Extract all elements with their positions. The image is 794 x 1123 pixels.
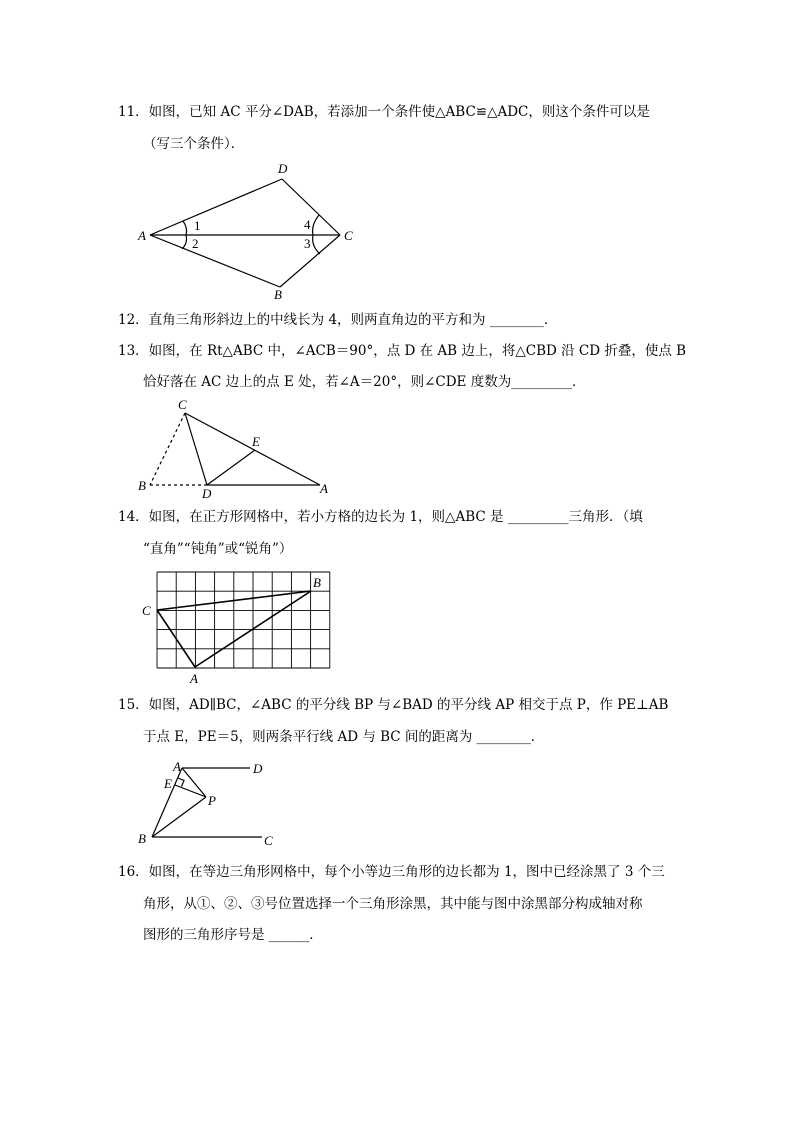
q15-label-B: B — [138, 831, 146, 846]
q14-label-B: B — [313, 575, 321, 590]
q13-segment-CA — [185, 413, 320, 485]
q11-label-2: 2 — [192, 236, 199, 251]
q14-square-grid — [157, 572, 330, 668]
q11-label-D: D — [278, 161, 288, 176]
q11-angle4-arc — [313, 215, 319, 235]
q13-label-A: A — [320, 481, 328, 496]
q15-label-D: D — [253, 761, 263, 776]
q15-figure — [130, 755, 290, 855]
q13-figure — [130, 395, 350, 500]
q11-angle2-arc — [182, 235, 187, 249]
q15-right-angle-mark — [178, 778, 184, 787]
q11-label-B: B — [274, 287, 282, 302]
q14-label-A: A — [190, 671, 198, 686]
q13-label-C: C — [178, 397, 187, 412]
q13-segment-CD — [185, 413, 207, 485]
q14-text-line2: “直角”“钝角”或“锐角”） — [143, 541, 293, 557]
q11-label-C: C — [344, 228, 353, 243]
q13-label-E: E — [252, 434, 260, 449]
q11-label-3: 3 — [304, 236, 311, 251]
q11-text-line1: 11．如图，已知 AC 平分∠DAB，若添加一个条件使△ABC≌△ADC，则这个条件可以是 — [118, 104, 650, 120]
q15-text-line2: 于点 E，PE＝5，则两条平行线 AD 与 BC 间的距离为 ________． — [143, 729, 545, 745]
q15-label-P: P — [208, 793, 216, 808]
q15-label-A: A — [173, 759, 181, 774]
q14-label-C: C — [142, 603, 151, 618]
q16-text-line3: 图形的三角形序号是 ______． — [143, 927, 323, 943]
q11-angle1-arc — [183, 221, 187, 235]
q13-text-line2: 恰好落在 AC 边上的点 E 处，若∠A＝20°，则∠CDE 度数为_________． — [143, 374, 586, 390]
q14-text-line1: 14．如图，在正方形网格中，若小方格的边长为 1，则△ABC 是 _________三角形．（填 — [118, 509, 643, 525]
q15-label-E: E — [164, 776, 172, 791]
q11-segment-AB — [150, 235, 280, 287]
q13-text-line1: 13．如图，在 Rt△ABC 中，∠ACB＝90°，点 D 在 AB 边上，将△CBD 沿 CD 折叠，使点 B — [118, 343, 687, 359]
q13-label-B: B — [138, 478, 146, 493]
q12-text-line1: 12．直角三角形斜边上的中线长为 4，则两直角边的平方和为 ________． — [118, 312, 558, 328]
q15-label-C: C — [264, 833, 273, 848]
q13-label-D: D — [202, 486, 212, 501]
q11-angle3-arc — [313, 235, 320, 254]
q11-label-4: 4 — [304, 217, 311, 232]
q11-label-A: A — [138, 228, 146, 243]
q13-segment-DE — [207, 450, 255, 485]
q15-text-line1: 15．如图，AD∥BC，∠ABC 的平分线 BP 与∠BAD 的平分线 AP 相交于点 P，作 PE⊥AB — [118, 697, 669, 713]
q14-figure — [135, 565, 340, 690]
q11-segment-AD — [150, 179, 282, 235]
q11-segment-DC — [282, 179, 340, 235]
q11-text-line2: （写三个条件）． — [143, 136, 245, 152]
q16-text-line2: 角形，从①、②、③号位置选择一个三角形涂黑，其中能与图中涂黑部分构成轴对称 — [143, 896, 643, 912]
q13-dashed-CB — [150, 413, 185, 485]
q11-figure — [130, 155, 370, 305]
q11-label-1: 1 — [194, 218, 201, 233]
q16-text-line1: 16．如图，在等边三角形网格中，每个小等边三角形的边长都为 1，图中已经涂黑了 3 个三 — [118, 864, 665, 880]
